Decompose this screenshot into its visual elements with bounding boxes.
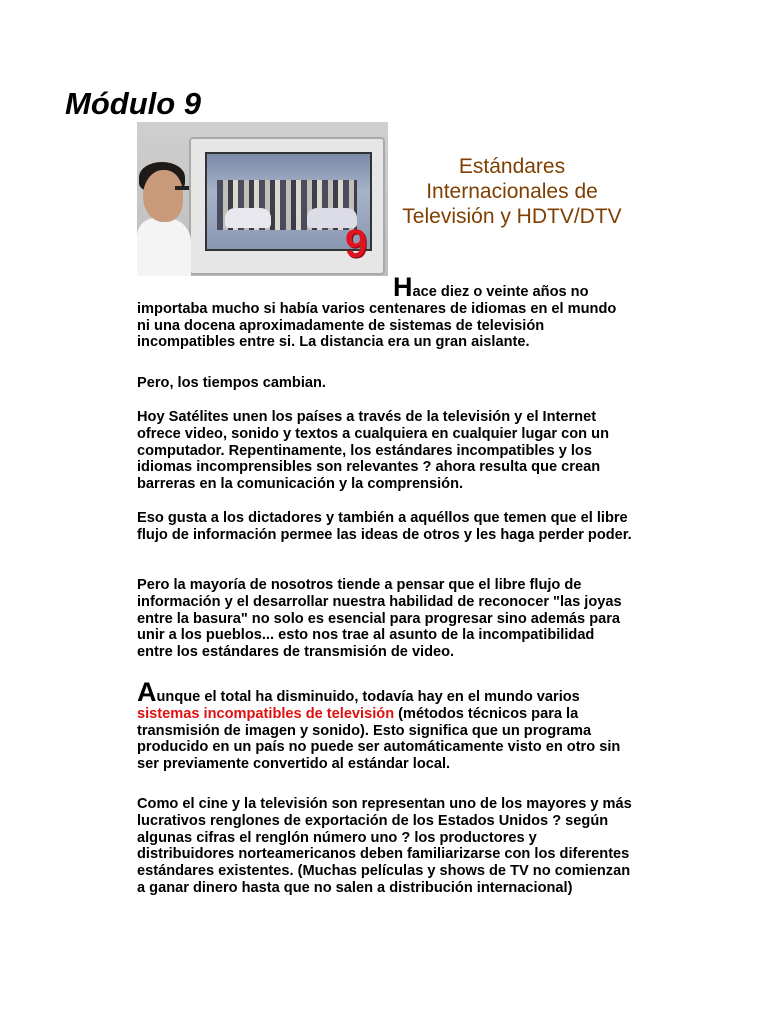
paragraph-4: Eso gusta a los dictadores y también a aquéllos que temen que el libre flujo de información permee las ideas de otros y les haga perder poder. [137, 510, 632, 543]
paragraph-7: Como el cine y la televisión son representan uno de los mayores y más lucrativos renglones de exportación de los Estados Unidos ? según algunas cifras el renglón número uno ? los productores y distribuidores norteamericanos deben familiarizarse con los diferentes estándares existentes. (Muchas películas y shows de TV no comienzan a ganar dinero hasta que no salen a distribución internacional) [137, 796, 632, 896]
paragraph-3: Hoy Satélites unen los países a través de la televisión y el Internet ofrece video, sonido y textos a cualquiera en cualquier lugar con un computador. Repentinamente, los estándares incompatibles y los idiomas incomprensibles son relevantes ? ahora resulta que crean barreras en la comunicación y la comprensión. [137, 409, 609, 493]
viewer-body [137, 218, 191, 276]
paragraph-6-start: unque el total ha disminuido, todavía hay en el mundo varios [156, 689, 580, 705]
module-image [137, 122, 388, 276]
viewer-head [143, 170, 183, 222]
paragraph-6 [137, 677, 632, 773]
dropcap-a: A [137, 677, 157, 707]
section-title: Estándares Internacionales de Televisión y HDTV/DTV [402, 155, 622, 228]
incompatible-systems-link[interactable]: sistemas incompatibles de televisión [137, 705, 395, 722]
dropcap-h: H [393, 272, 413, 302]
paragraph-5: Pero la mayoría de nosotros tiende a pensar que el libre flujo de información y el desarrollar nuestra habilidad de reconocer "las joyas entre la basura" no solo es esencial para progresar sino además para unir a los pueblos... esto nos trae al asunto de la incompatibilidad entre los estándares de transmisión de video. [137, 577, 622, 661]
viewer-glasses [175, 186, 189, 190]
screen-car-left [225, 208, 271, 228]
paragraph-1 [137, 272, 632, 351]
paragraph-2: Pero, los tiempos cambian. [137, 375, 326, 391]
page-title: Módulo 9 [65, 86, 202, 121]
paragraph-1-text: ace diez o veinte años no importaba mucho si había varios centenares de idiomas en el mundo ni una docena aproximadamente de sistemas de televisión incompatibles entre si. La distancia era un gran aislante. [137, 284, 617, 351]
module-number-badge: 9 [345, 222, 368, 266]
paragraph-6-end: (métodos técnicos para la transmisión de imagen y sonido). Esto significa que un programa producido en un país no puede ser automáticamente visto en otro sin ser previamente convertido al estándar local. [137, 705, 621, 773]
